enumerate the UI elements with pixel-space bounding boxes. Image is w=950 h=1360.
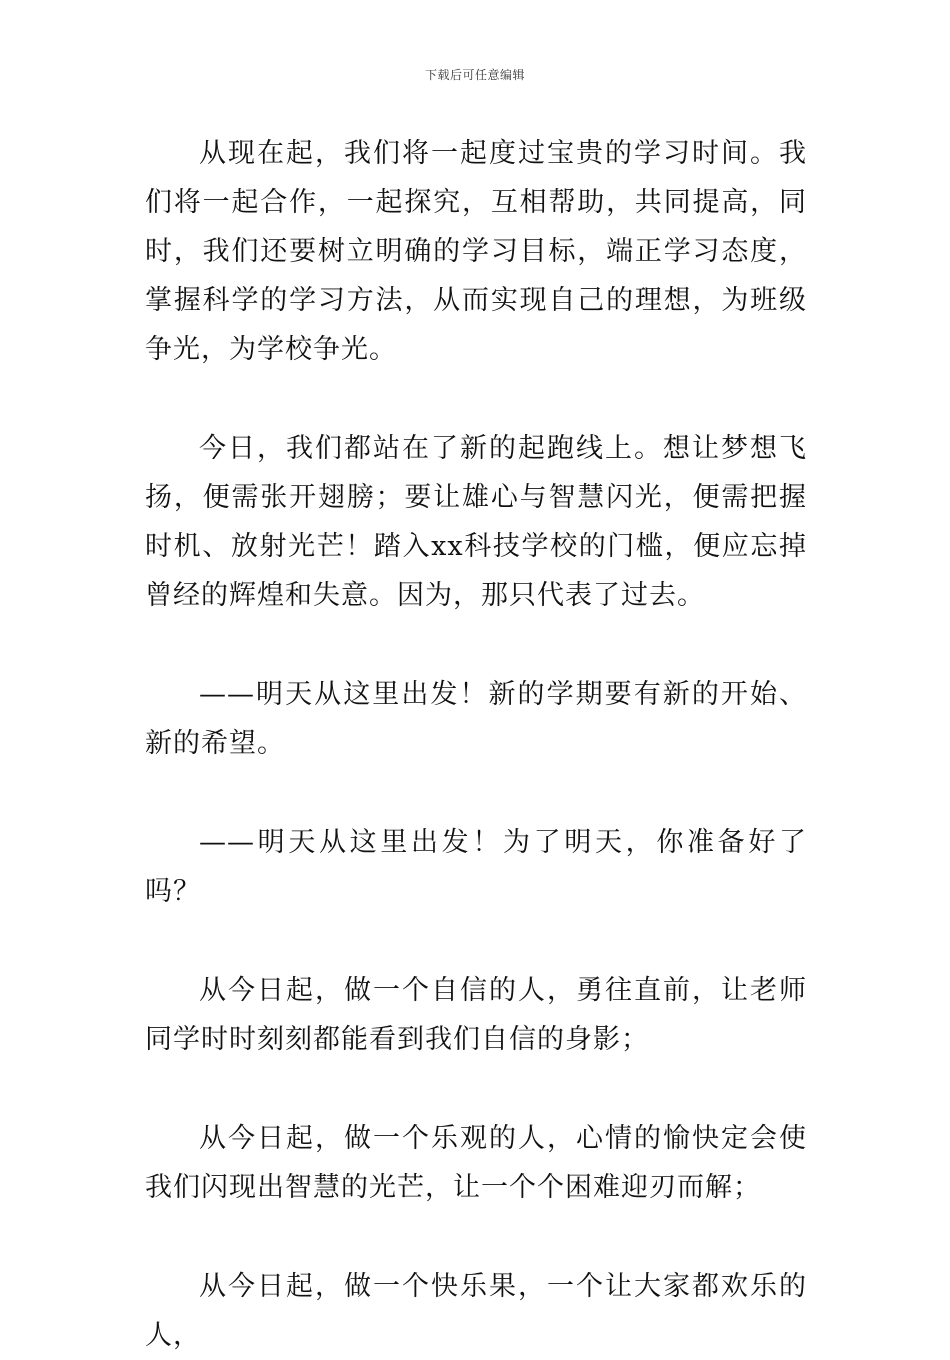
paragraph-2: 今日，我们都站在了新的起跑线上。想让梦想飞扬，便需张开翅膀；要让雄心与智慧闪光，便需把握时机、放射光芒！踏入xx科技学校的门槛，便应忘掉曾经的辉煌和失意。因为，那只代表了过去。 bbox=[145, 433, 807, 611]
paragraph-5: 从今日起，做一个自信的人，勇往直前，让老师同学时时刻刻都能看到我们自信的身影； bbox=[145, 975, 807, 1055]
header-note: 下载后可任意编辑 bbox=[424, 68, 525, 82]
paragraph-7: 从今日起，做一个快乐果，一个让大家都欢乐的人， bbox=[145, 1271, 807, 1351]
paragraph-3: ——明天从这里出发！新的学期要有新的开始、新的希望。 bbox=[145, 679, 807, 759]
paragraph-1: 从现在起，我们将一起度过宝贵的学习时间。我们将一起合作，一起探究，互相帮助，共同提高，同时，我们还要树立明确的学习目标，端正学习态度，掌握科学的学习方法，从而实现自己的理想，为班级争光，为学校争光。 bbox=[145, 138, 807, 365]
paragraph-6: 从今日起，做一个乐观的人，心情的愉快定会使我们闪现出智慧的光芒，让一个个困难迎刃而解； bbox=[145, 1123, 807, 1203]
document-body bbox=[145, 129, 807, 1360]
paragraph-4: ——明天从这里出发！为了明天，你准备好了吗？ bbox=[145, 827, 807, 907]
